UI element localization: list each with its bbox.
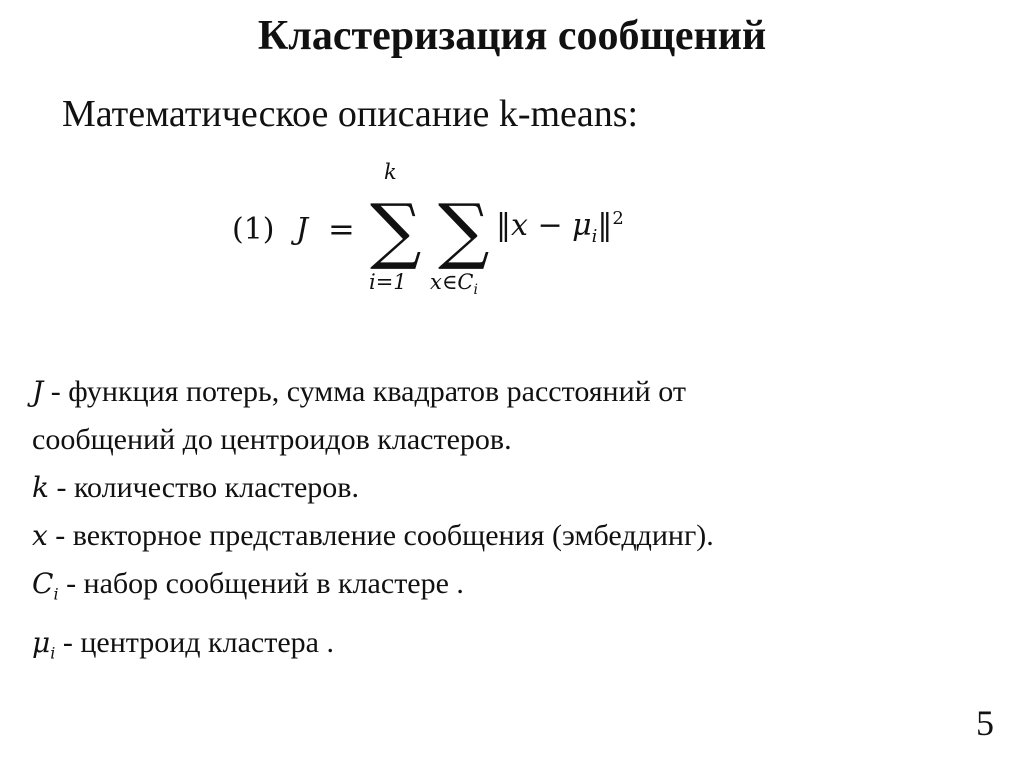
definition-item [32,619,992,678]
definition-item [32,512,992,560]
definition-item [32,560,992,619]
page-number: 5 [976,703,994,743]
definition-symbol: x [32,519,48,552]
definition-text: - набор сообщений в кластере . [58,567,464,600]
definition-symbol: $\mu_i$ [32,625,56,663]
squared-norm: ‖x − $\mu_i‖^2$ [496,208,624,247]
definition-text: - центроид кластера . [55,625,334,659]
definition-item [32,368,992,416]
formula-lhs: J [296,212,309,247]
sum-upper-limit: k [384,160,397,184]
definition-text: - функция потерь, сумма квадратов расстояний от [43,375,686,408]
definition-text: сообщений до центроидов кластеров. [32,423,512,456]
definition-text: - векторное представление сообщения (эмбеддинг). [47,519,714,552]
sum-lower-limit-outer: i=1 [369,270,407,294]
formula-equals: = [328,210,355,248]
definitions-list [32,368,992,677]
definition-item [32,464,992,512]
definition-item [32,416,992,464]
sum-symbol-inner: ∑ [438,188,490,272]
sum-lower-limit-inner: $x\in C_i$ [430,270,478,299]
slide-subtitle: Математическое описание k-means: [62,93,639,135]
definition-symbol: J [32,375,44,408]
slide-title: Кластеризация сообщений [257,13,767,59]
definition-text: - количество кластеров. [48,471,359,504]
definition-symbol: k [32,471,49,504]
kmeans-formula [232,158,692,298]
definition-symbol: $C_i$ [32,567,59,604]
sum-symbol-outer: ∑ [370,188,422,272]
formula-number: (1) [232,212,275,247]
